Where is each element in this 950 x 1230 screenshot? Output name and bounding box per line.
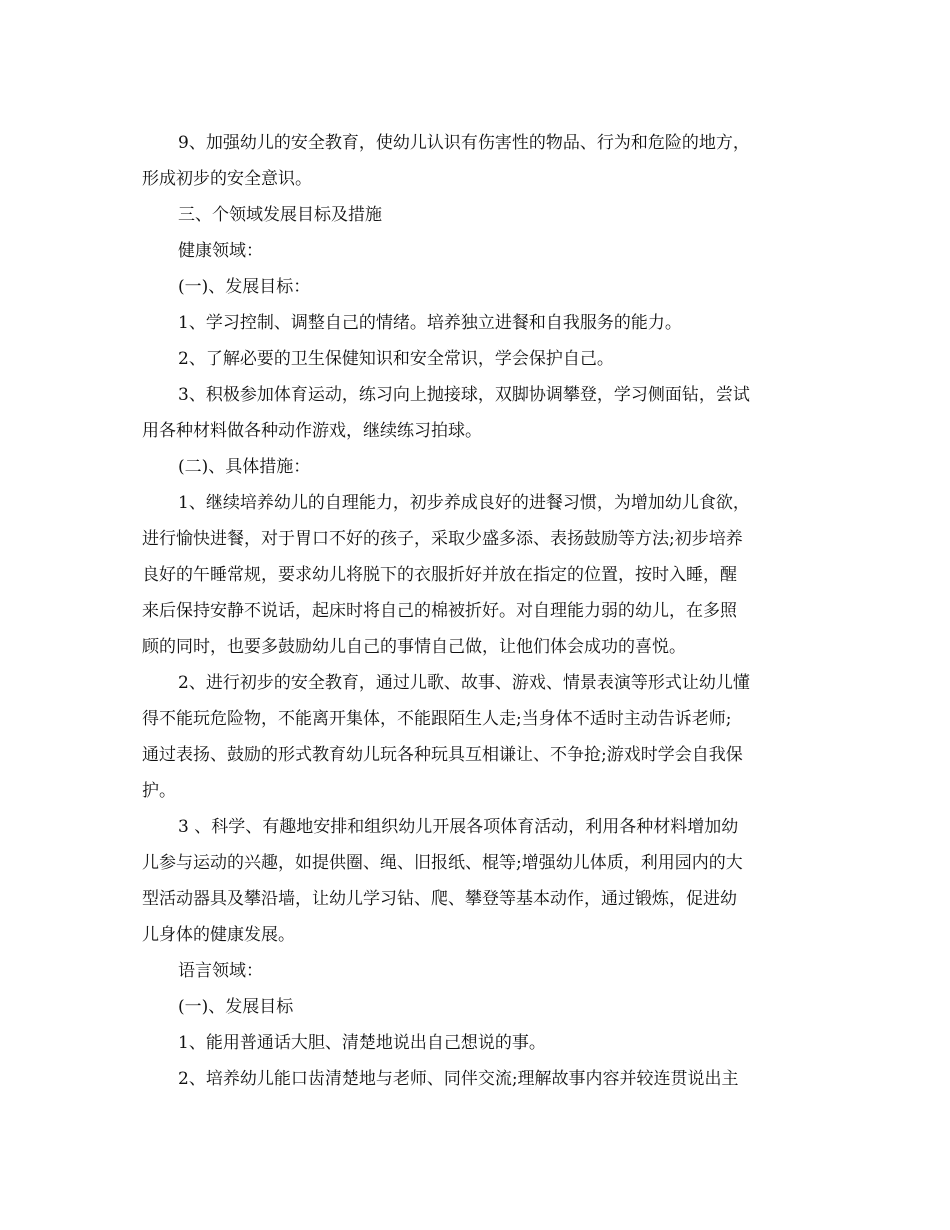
list-item-health-goal-1 bbox=[142, 305, 806, 341]
heading-language-goals bbox=[142, 989, 806, 1025]
list-item-health-goal-2 bbox=[142, 341, 806, 377]
text-line: 来后保持安静不说话，起床时将自己的棉被折好。对自理能力弱的幼儿，在多照 bbox=[142, 601, 737, 621]
text-line: 进行愉快进餐，对于胃口不好的孩子，采取少盛多添、表扬鼓励等方法;初步培养 bbox=[142, 529, 743, 549]
document-body bbox=[142, 125, 806, 1097]
text-line: 儿身体的健康发展。 bbox=[142, 925, 295, 945]
subsection-heading-health bbox=[142, 233, 806, 269]
text-line: 得不能玩危险物，不能离开集体，不能跟陌生人走;当身体不适时主动告诉老师; bbox=[142, 709, 732, 729]
section-heading-domain-goals bbox=[142, 197, 806, 233]
list-heading: (一)、发展目标 bbox=[178, 997, 294, 1017]
text-line: 儿参与运动的兴趣，如提供圈、绳、旧报纸、棍等;增强幼儿体质，利用园内的大 bbox=[142, 853, 743, 873]
subsection-heading: 语言领域： bbox=[178, 961, 263, 981]
text-line: 通过表扬、鼓励的形式教育幼儿玩各种玩具互相谦让、不争抢;游戏时学会自我保 bbox=[142, 745, 743, 765]
text-line: 良好的午睡常规，要求幼儿将脱下的衣服折好并放在指定的位置，按时入睡，醒 bbox=[142, 565, 737, 585]
text-line: 1、继续培养幼儿的自理能力，初步养成良好的进餐习惯，为增加幼儿食欲， bbox=[178, 493, 750, 513]
subsection-heading-language bbox=[142, 953, 806, 989]
text-line: 9、加强幼儿的安全教育，使幼儿认识有伤害性的物品、行为和危险的地方， bbox=[178, 133, 750, 153]
list-heading: (一)、发展目标： bbox=[178, 277, 311, 297]
text-line: 1、学习控制、调整自己的情绪。培养独立进餐和自我服务的能力。 bbox=[178, 313, 682, 333]
text-line: 用各种材料做各种动作游戏，继续练习拍球。 bbox=[142, 421, 482, 441]
list-item-health-measure-3 bbox=[142, 809, 806, 953]
heading-health-goals bbox=[142, 269, 806, 305]
list-heading: (二)、具体措施： bbox=[178, 457, 311, 477]
text-line: 型活动器具及攀沿墙，让幼儿学习钻、爬、攀登等基本动作，通过锻炼，促进幼 bbox=[142, 889, 737, 909]
text-line: 3 、科学、有趣地安排和组织幼儿开展各项体育活动，利用各种材料增加幼 bbox=[178, 817, 739, 837]
heading-health-measures bbox=[142, 449, 806, 485]
text-line: 2、进行初步的安全教育，通过儿歌、故事、游戏、情景表演等形式让幼儿懂 bbox=[178, 673, 750, 693]
text-line: 3、积极参加体育运动，练习向上抛接球，双脚协调攀登，学习侧面钻，尝试 bbox=[178, 385, 750, 405]
section-heading: 三、个领域发展目标及措施 bbox=[178, 205, 382, 225]
list-item-language-goal-1 bbox=[142, 1025, 806, 1061]
subsection-heading: 健康领域： bbox=[178, 241, 263, 261]
text-line: 1、能用普通话大胆、清楚地说出自己想说的事。 bbox=[178, 1033, 546, 1053]
list-item-health-measure-1 bbox=[142, 485, 806, 665]
paragraph-safety-education bbox=[142, 125, 806, 197]
text-line: 形成初步的安全意识。 bbox=[142, 169, 312, 189]
text-line: 护。 bbox=[142, 781, 176, 801]
list-item-health-measure-2 bbox=[142, 665, 806, 809]
text-line: 顾的同时，也要多鼓励幼儿自己的事情自己做，让他们体会成功的喜悦。 bbox=[142, 637, 686, 657]
text-line: 2、培养幼儿能口齿清楚地与老师、同伴交流;理解故事内容并较连贯说出主 bbox=[178, 1069, 739, 1089]
text-line: 2、了解必要的卫生保健知识和安全常识，学会保护自己。 bbox=[178, 349, 614, 369]
list-item-health-goal-3 bbox=[142, 377, 806, 449]
list-item-language-goal-2 bbox=[142, 1061, 806, 1097]
